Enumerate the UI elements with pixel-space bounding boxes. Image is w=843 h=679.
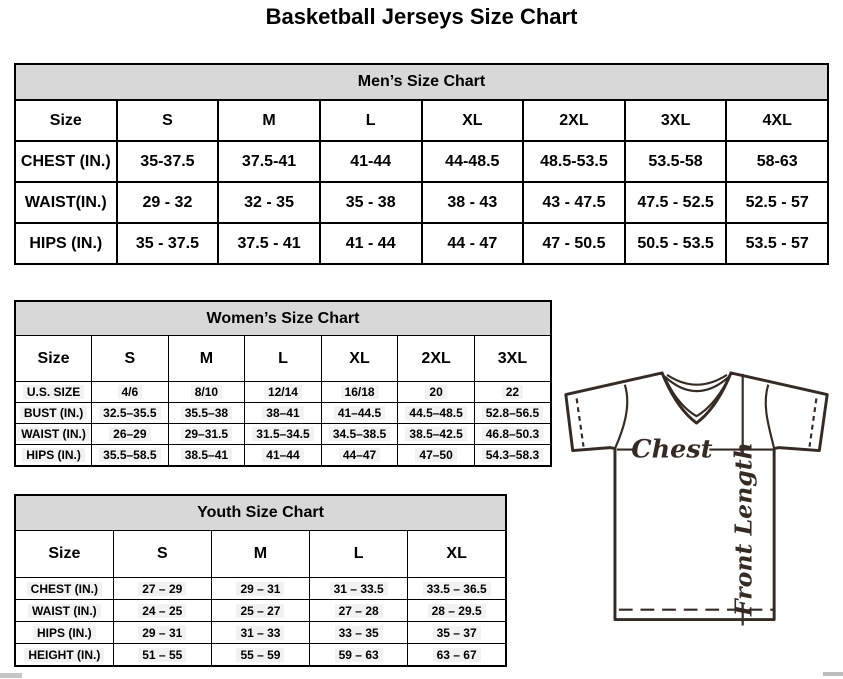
measurement-value: 29–31.5 <box>168 424 245 445</box>
horizontal-scrollbar-fragment-left[interactable] <box>0 673 22 678</box>
size-column-header: L <box>310 531 408 578</box>
table-title-row <box>15 301 551 336</box>
size-header-row <box>15 336 551 382</box>
measurement-value: 52.8–56.5 <box>474 403 551 424</box>
table-row <box>15 622 506 644</box>
measurement-value: 29 – 31 <box>113 622 211 644</box>
measurement-value: 41 - 44 <box>320 223 422 264</box>
measurement-row-label: WAIST (IN.) <box>15 424 92 445</box>
measurement-value: 38–41 <box>245 403 322 424</box>
table-row <box>15 141 828 182</box>
measurement-value: 63 – 67 <box>408 644 506 667</box>
measurement-value: 47–50 <box>398 445 475 467</box>
measurement-value: 33 – 35 <box>310 622 408 644</box>
measurement-row-label: CHEST (IN.) <box>15 141 117 182</box>
measurement-value: 55 – 59 <box>211 644 309 667</box>
table-row <box>15 600 506 622</box>
size-column-header: L <box>245 336 322 382</box>
right-armhole-seam <box>766 385 774 449</box>
measurement-value: 22 <box>474 382 551 403</box>
table-row <box>15 445 551 467</box>
jersey-outline <box>566 373 827 620</box>
measurement-value: 46.8–50.3 <box>474 424 551 445</box>
table-row <box>15 382 551 403</box>
measurement-row-label: HIPS (IN.) <box>15 223 117 264</box>
measurement-row-label: U.S. SIZE <box>15 382 92 403</box>
measurement-value: 58-63 <box>726 141 828 182</box>
size-column-header: S <box>92 336 169 382</box>
measurement-value: 33.5 – 36.5 <box>408 578 506 600</box>
chest-label: Chest <box>631 434 713 465</box>
measurement-value: 44-48.5 <box>422 141 524 182</box>
table-row <box>15 182 828 223</box>
right-sleeve-hem-dashes <box>810 398 817 446</box>
measurement-value: 4/6 <box>92 382 169 403</box>
size-row-label: Size <box>15 100 117 141</box>
measurement-value: 20 <box>398 382 475 403</box>
measurement-value: 44.5–48.5 <box>398 403 475 424</box>
size-row-label: Size <box>15 336 92 382</box>
measurement-value: 44–47 <box>321 445 398 467</box>
left-armhole-seam <box>615 385 627 449</box>
measurement-value: 47 - 50.5 <box>523 223 625 264</box>
measurement-value: 35 - 38 <box>320 182 422 223</box>
size-header-row <box>15 100 828 141</box>
measurement-value: 47.5 - 52.5 <box>625 182 727 223</box>
measurement-value: 38.5–41 <box>168 445 245 467</box>
measurement-value: 35 – 37 <box>408 622 506 644</box>
measurement-value: 12/14 <box>245 382 322 403</box>
measurement-value: 26–29 <box>92 424 169 445</box>
measurement-value: 48.5-53.5 <box>523 141 625 182</box>
size-column-header: M <box>211 531 309 578</box>
measurement-value: 50.5 - 53.5 <box>625 223 727 264</box>
size-column-header: L <box>320 100 422 141</box>
measurement-row-label: WAIST (IN.) <box>15 600 113 622</box>
table-title-row <box>15 495 506 531</box>
youth-size-table <box>14 494 507 667</box>
measurement-value: 38.5–42.5 <box>398 424 475 445</box>
measurement-value: 27 – 29 <box>113 578 211 600</box>
table-row <box>15 644 506 667</box>
mens-table-title: Men’s Size Chart <box>15 64 828 100</box>
front-length-label: Front Length <box>729 442 758 617</box>
jersey-measurement-diagram <box>556 362 839 657</box>
size-column-header: 3XL <box>474 336 551 382</box>
measurement-value: 25 – 27 <box>211 600 309 622</box>
size-column-header: 4XL <box>726 100 828 141</box>
measurement-row-label: HIPS (IN.) <box>15 622 113 644</box>
measurement-value: 31 – 33 <box>211 622 309 644</box>
size-header-row <box>15 531 506 578</box>
measurement-value: 32.5–35.5 <box>92 403 169 424</box>
table-row <box>15 424 551 445</box>
measurement-value: 41–44.5 <box>321 403 398 424</box>
measurement-value: 37.5-41 <box>218 141 320 182</box>
measurement-value: 31 – 33.5 <box>310 578 408 600</box>
measurement-value: 29 - 32 <box>117 182 219 223</box>
measurement-row-label: WAIST(IN.) <box>15 182 117 223</box>
measurement-value: 54.3–58.3 <box>474 445 551 467</box>
size-column-header: 3XL <box>625 100 727 141</box>
measurement-value: 35 - 37.5 <box>117 223 219 264</box>
table-row <box>15 403 551 424</box>
mens-size-table <box>14 63 829 265</box>
size-column-header: M <box>218 100 320 141</box>
table-title-row <box>15 64 828 100</box>
measurement-row-label: BUST (IN.) <box>15 403 92 424</box>
measurement-value: 35.5–38 <box>168 403 245 424</box>
measurement-value: 41–44 <box>245 445 322 467</box>
size-column-header: XL <box>408 531 506 578</box>
table-row <box>15 578 506 600</box>
measurement-value: 52.5 - 57 <box>726 182 828 223</box>
collar-rib-line <box>667 375 727 385</box>
measurement-value: 37.5 - 41 <box>218 223 320 264</box>
size-column-header: 2XL <box>398 336 475 382</box>
measurement-value: 29 – 31 <box>211 578 309 600</box>
measurement-value: 53.5 - 57 <box>726 223 828 264</box>
measurement-value: 24 – 25 <box>113 600 211 622</box>
measurement-value: 8/10 <box>168 382 245 403</box>
measurement-value: 35.5–58.5 <box>92 445 169 467</box>
size-row-label: Size <box>15 531 113 578</box>
measurement-value: 27 – 28 <box>310 600 408 622</box>
measurement-row-label: CHEST (IN.) <box>15 578 113 600</box>
measurement-value: 44 - 47 <box>422 223 524 264</box>
measurement-value: 32 - 35 <box>218 182 320 223</box>
measurement-value: 51 – 55 <box>113 644 211 667</box>
size-column-header: S <box>117 100 219 141</box>
page-title: Basketball Jerseys Size Chart <box>265 4 578 29</box>
measurement-value: 43 - 47.5 <box>523 182 625 223</box>
measurement-value: 53.5-58 <box>625 141 727 182</box>
measurement-value: 41-44 <box>320 141 422 182</box>
measurement-value: 31.5–34.5 <box>245 424 322 445</box>
horizontal-scrollbar-fragment-right[interactable] <box>823 672 843 676</box>
table-row <box>15 223 828 264</box>
size-column-header: XL <box>321 336 398 382</box>
left-sleeve-hem-dashes <box>577 398 584 446</box>
measurement-value: 35-37.5 <box>117 141 219 182</box>
measurement-row-label: HEIGHT (IN.) <box>15 644 113 667</box>
measurement-value: 38 - 43 <box>422 182 524 223</box>
size-column-header: S <box>113 531 211 578</box>
measurement-value: 34.5–38.5 <box>321 424 398 445</box>
womens-table-title: Women’s Size Chart <box>15 301 551 336</box>
size-column-header: XL <box>422 100 524 141</box>
size-column-header: M <box>168 336 245 382</box>
measurement-value: 16/18 <box>321 382 398 403</box>
measurement-value: 28 – 29.5 <box>408 600 506 622</box>
measurement-row-label: HIPS (IN.) <box>15 445 92 467</box>
measurement-value: 59 – 63 <box>310 644 408 667</box>
size-column-header: 2XL <box>523 100 625 141</box>
youth-table-title: Youth Size Chart <box>15 495 506 531</box>
womens-size-table <box>14 300 552 467</box>
